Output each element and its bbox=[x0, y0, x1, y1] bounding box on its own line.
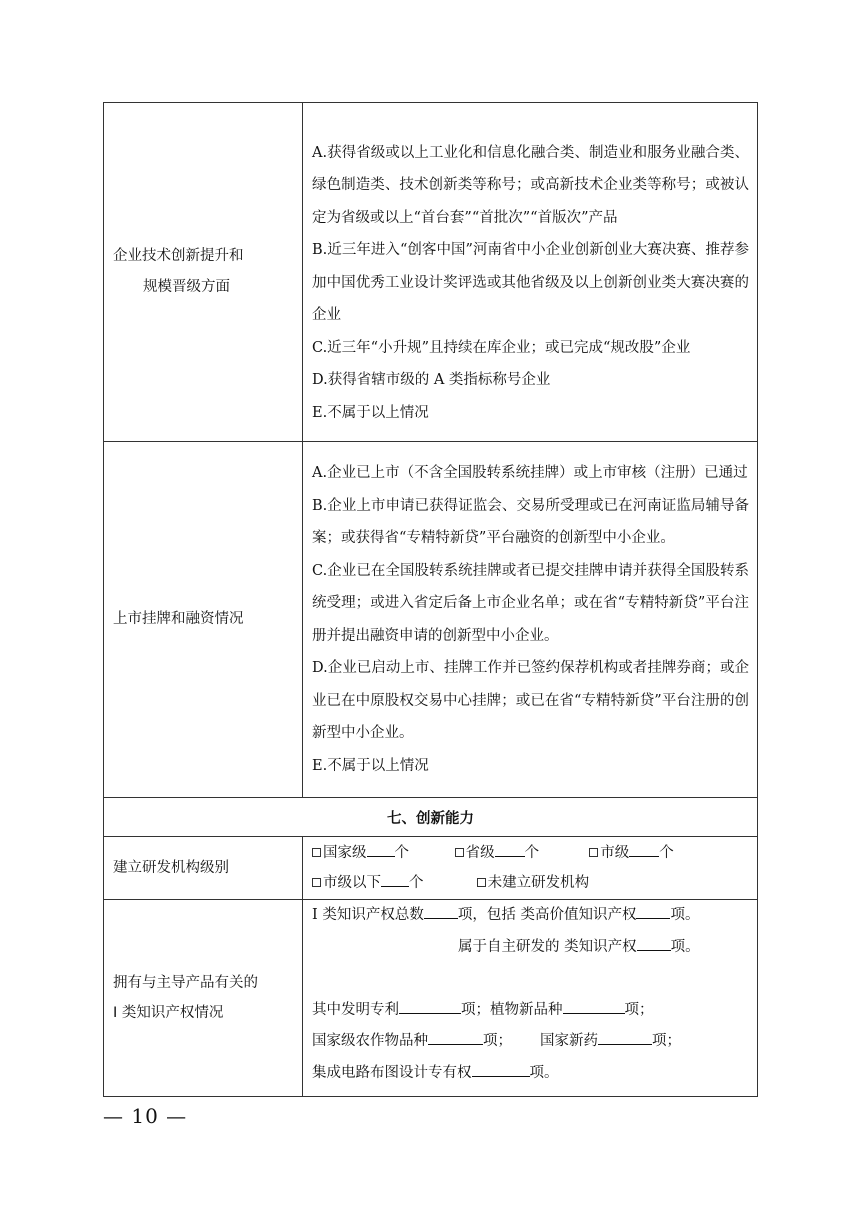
crop-variety-blank[interactable] bbox=[428, 1030, 483, 1045]
checkbox-icon bbox=[312, 848, 321, 857]
ip-total-line: I 类知识产权总数 项，包括 类高价值知识产权 项。 bbox=[312, 900, 757, 932]
rd-institution-label-cell bbox=[104, 837, 303, 900]
circuit-layout-blank[interactable] bbox=[472, 1062, 530, 1077]
option-e[interactable]: E.不属于以上情况 bbox=[312, 757, 429, 774]
below-city-count-blank[interactable] bbox=[381, 872, 409, 887]
option-c[interactable]: C.企业已在全国股转系统挂牌或者已提交挂牌申请并获得全国股转系统受理；或进入省定后备上市企业名单；或在省“专精特新贷”平台注册并提出融资申请的创新型中小企业。 bbox=[312, 562, 749, 644]
provincial-count-blank[interactable] bbox=[495, 842, 525, 857]
option-a[interactable]: A.企业已上市（不含全国股转系统挂牌）或上市审核（注册）已通过 bbox=[312, 465, 748, 481]
below-city-level-checkbox[interactable]: 市级以下 个 bbox=[312, 868, 472, 898]
ip-total-blank[interactable] bbox=[424, 904, 458, 919]
page-number: — 10 — bbox=[103, 1104, 188, 1128]
national-level-checkbox[interactable]: 国家级 个 bbox=[312, 838, 450, 868]
option-b[interactable]: B.近三年进入“创客中国”河南省中小企业创新创业大赛决赛、推荐参加中国优秀工业设计奖评选或其他省级及以上创新创业类大赛决赛的企业 bbox=[312, 242, 749, 324]
option-b[interactable]: B.企业上市申请已获得证监会、交易所受理或已在河南证监局辅导备案；或获得省“专精特新贷”平台融资的创新型中小企业。 bbox=[312, 497, 749, 546]
city-count-blank[interactable] bbox=[629, 842, 659, 857]
own-ip-blank[interactable] bbox=[637, 936, 671, 951]
ip-invention-line: 其中发明专利 项；植物新品种 项； bbox=[312, 995, 757, 1027]
ip-label-cell bbox=[104, 900, 303, 1097]
invention-patent-blank[interactable] bbox=[399, 999, 461, 1014]
ip-spacer bbox=[312, 963, 757, 995]
rd-institution-options-cell bbox=[303, 837, 758, 900]
section-title-row bbox=[104, 798, 758, 837]
ip-own-line: 属于自主研发的 类知识产权 项。 bbox=[312, 932, 757, 964]
ip-label-line1: 拥有与主导产品有关的 bbox=[113, 975, 258, 991]
application-form-table bbox=[103, 102, 758, 1097]
ip-label bbox=[104, 968, 302, 1028]
option-c[interactable]: C.近三年“小升规”且持续在库企业；或已完成“规改股”企业 bbox=[312, 339, 691, 356]
plant-variety-blank[interactable] bbox=[563, 999, 625, 1014]
tech-innovation-label-line1: 企业技术创新提升和 bbox=[113, 248, 244, 264]
checkbox-icon bbox=[455, 848, 464, 857]
option-e[interactable]: E.不属于以上情况 bbox=[312, 404, 429, 421]
national-count-blank[interactable] bbox=[367, 842, 395, 857]
tech-innovation-options-cell bbox=[303, 103, 758, 442]
new-drug-blank[interactable] bbox=[598, 1030, 652, 1045]
high-value-ip-blank[interactable] bbox=[636, 904, 670, 919]
listing-financing-row bbox=[104, 442, 758, 798]
rd-institution-row bbox=[104, 837, 758, 900]
ip-crop-line: 国家级农作物品种 项； 国家新药 项； bbox=[312, 1026, 757, 1058]
listing-financing-label: 上市挂牌和融资情况 bbox=[113, 611, 244, 627]
no-rd-institution-checkbox[interactable]: 未建立研发机构 bbox=[477, 868, 590, 898]
tech-innovation-row bbox=[104, 103, 758, 442]
listing-financing-options-cell bbox=[303, 442, 758, 798]
option-a[interactable]: A.获得省级或以上工业化和信息化融合类、制造业和服务业融合类、绿色制造类、技术创新类等称号；或高新技术企业类等称号；或被认定为省级或以上“首台套”“首批次”“首版次”产品 bbox=[312, 144, 749, 226]
city-level-checkbox[interactable]: 市级 个 bbox=[589, 838, 674, 868]
tech-innovation-label bbox=[104, 241, 302, 303]
section-title: 七、创新能力 bbox=[104, 798, 758, 837]
checkbox-icon bbox=[589, 848, 598, 857]
provincial-level-checkbox[interactable]: 省级 个 bbox=[455, 838, 585, 868]
listing-financing-label-cell bbox=[104, 442, 303, 798]
rd-institution-label: 建立研发机构级别 bbox=[113, 859, 229, 876]
ip-circuit-line: 集成电路布图设计专有权 项。 bbox=[312, 1058, 757, 1090]
option-d[interactable]: D.获得省辖市级的 A 类指标称号企业 bbox=[312, 372, 551, 389]
tech-innovation-label-cell bbox=[104, 103, 303, 442]
checkbox-icon bbox=[477, 878, 486, 887]
option-d[interactable]: D.企业已启动上市、挂牌工作并已签约保荐机构或者挂牌券商；或企业已在中原股权交易中心挂牌；或已在省“专精特新贷”平台注册的创新型中小企业。 bbox=[312, 660, 749, 741]
tech-innovation-label-line2: 规模晋级方面 bbox=[143, 279, 230, 295]
ip-row bbox=[104, 900, 758, 1097]
checkbox-icon bbox=[312, 878, 321, 887]
ip-label-line2: I 类知识产权情况 bbox=[113, 1005, 224, 1021]
ip-details-cell bbox=[303, 900, 758, 1097]
